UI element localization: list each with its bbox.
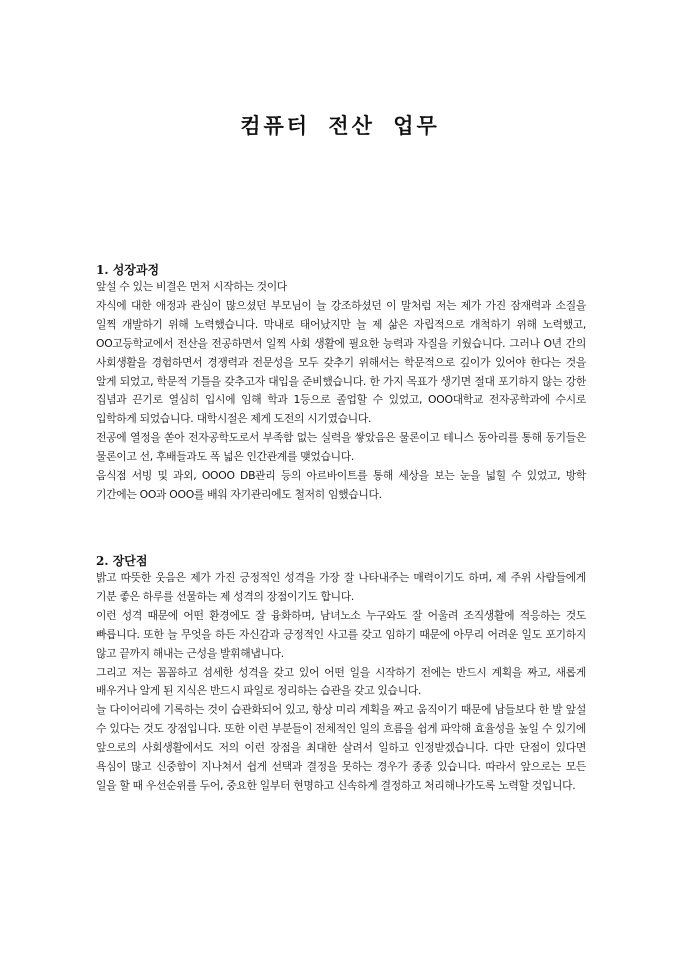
section-growth [96,262,586,505]
paragraph: 이런 성격 때문에 어떤 환경에도 잘 융화하며, 남녀노소 누구와도 잘 어울려 조직생활에 적응하는 것도 빠릅니다. 또한 늘 무엇을 하든 자신감과 긍정적인 사고를 갖고 임하기 때문에 아무리 어려운 일도 포기하지 않고 끝까지 해내는 근성을 발휘해냅니다. [96,608,586,660]
paragraph: 자식에 대한 애정과 관심이 많으셨던 부모님이 늘 강조하셨던 이 말처럼 저는 제가 가진 잠재력과 소질을 일찍 개발하기 위해 노력했습니다. 막내로 태어났지만 늘 제 삶은 자립적으로 개척하기 위해 노력했고, OO고등학교에서 전산을 전공하면서 일찍 사회 생활에 필요한 능력과 자질을 키웠습니다. 그러나 O년 간의 사회생활을 경험하면서 경쟁력과 전문성을 모두 갖추기 위해서는 학문적으로 깊이가 있어야 한다는 것을 알게 되었고, 학문적 기틀을 갖추고자 대입을 준비했습니다. 한 가지 목표가 생기면 절대 포기하지 않는 강한 집념과 끈기로 열심히 입시에 임해 학과 1등으로 졸업할 수 있었고, OOO대학교 전자공학과에 수시로 입학하게 되었습니다. 대학시절은 제게 도전의 시기였습니다. [96,298,586,426]
paragraph: 늘 다이어리에 기록하는 것이 습관화되어 있고, 항상 미리 계획을 짜고 움직이기 때문에 남들보다 한 발 앞설 수 있다는 것도 장점입니다. 또한 이런 부분들이 전체적인 일의 흐름을 쉽게 파악해 효율성을 높일 수 있기에 앞으로의 사회생활에서도 저의 이런 장점을 최대한 살려서 일하고 인정받겠습니다. 다만 단점이 있다면 욕심이 많고 신중함이 지나쳐서 쉽게 선택과 결정을 못하는 경우가 종종 있습니다. 따라서 앞으로는 모든 일을 할 때 우선순위를 두어, 중요한 일부터 현명하고 신속하게 결정하고 처리해나가도록 노력할 것입니다. [96,703,586,792]
paragraph: 전공에 열정을 쏟아 전자공학도로서 부족함 없는 실력을 쌓았음은 물론이고 테니스 동아리를 통해 동기들은 물론이고 선, 후배들과도 폭 넓은 인간관계를 맺었습니다. [96,431,586,464]
section-strengths-weaknesses [96,553,586,796]
document-title: 컴퓨터 전산 업무 [240,113,440,138]
paragraph: 음식점 서빙 및 과외, OOOO DB관리 등의 아르바이트를 통해 세상을 보는 눈을 넓힐 수 있었고, 방학 기간에는 OO과 OOO를 배워 자기관리에도 철저히 임했습니다. [96,469,586,501]
section-heading-strengths-weaknesses: 2. 장단점 [96,554,148,568]
paragraph: 앞설 수 있는 비결은 먼저 시작하는 것이다 [96,280,287,293]
paragraph: 밝고 따뜻한 웃음은 제가 가진 긍정적인 성격을 가장 잘 나타내주는 매력이기도 하며, 제 주위 사람들에게 기분 좋은 하루를 선물하는 제 성격의 장점이기도 합니다. [96,571,586,603]
paragraph: 그리고 저는 꼼꼼하고 섬세한 성격을 갖고 있어 어떤 일을 시작하기 전에는 반드시 계획을 짜고, 새롭게 배우거나 알게 된 지식은 반드시 파일로 정리하는 습관을 갖고 있습니다. [96,665,586,698]
section-heading-growth: 1. 성장과정 [96,263,160,277]
